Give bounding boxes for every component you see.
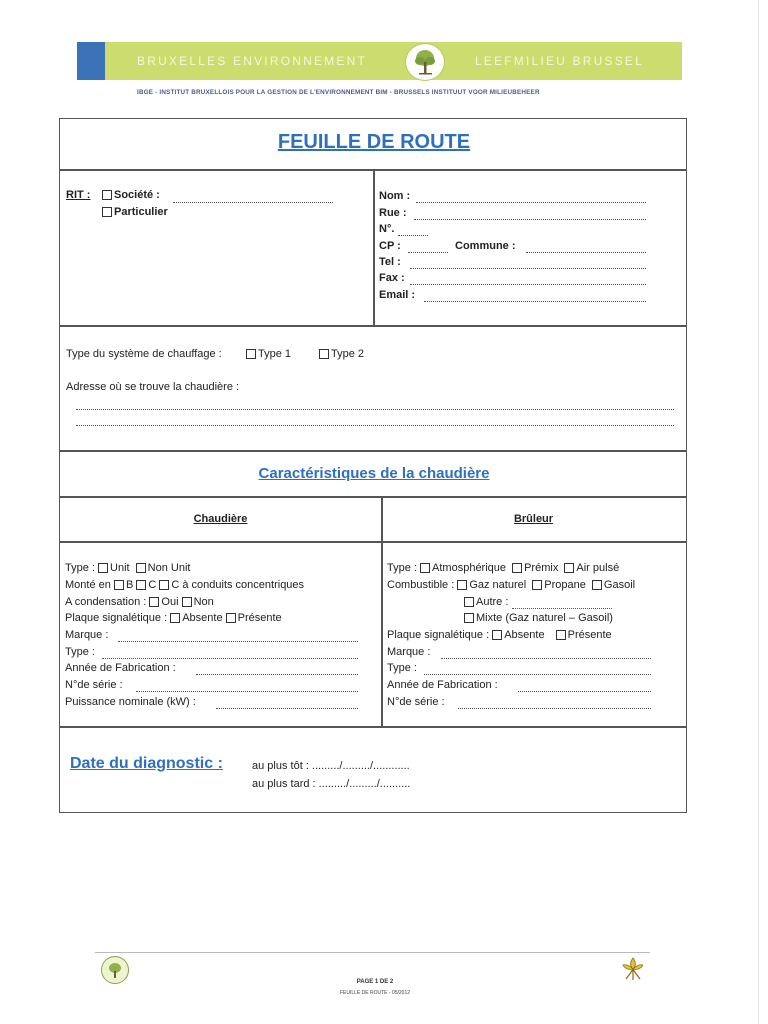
page-edge bbox=[758, 0, 759, 1024]
boiler-plaque-label: Plaque signalétique : bbox=[65, 612, 168, 624]
checkbox-particulier[interactable] bbox=[102, 207, 112, 217]
propane-label: Propane bbox=[544, 579, 586, 591]
checkbox-boiler-absente[interactable] bbox=[170, 613, 180, 623]
address-field-1[interactable] bbox=[76, 409, 674, 410]
type2-label: Type 2 bbox=[331, 348, 365, 360]
non-label: Non bbox=[193, 596, 214, 608]
monte-en-label: Monté en bbox=[65, 579, 111, 591]
boiler-marque-field[interactable] bbox=[118, 641, 358, 642]
fax-label: Fax : bbox=[379, 272, 405, 284]
banner-blue-block bbox=[77, 42, 105, 80]
address-label: Adresse où se trouve la chaudière : bbox=[66, 381, 240, 393]
divider bbox=[60, 325, 686, 327]
divider bbox=[60, 541, 686, 543]
document-code: FEUILLE DE ROUTE - 05/2012 bbox=[339, 990, 411, 996]
boiler-serie-label: N°de série : bbox=[65, 679, 123, 691]
boiler-type2-label: Type : bbox=[65, 646, 95, 658]
checkbox-c[interactable] bbox=[136, 580, 146, 590]
boiler-absente-label: Absente bbox=[182, 612, 223, 624]
checkbox-air[interactable] bbox=[564, 563, 574, 573]
org-name-nl: LEEFMILIEU BRUSSEL bbox=[475, 54, 644, 68]
institute-subline: IBGE - INSTITUT BRUXELLOIS POUR LA GESTION DE L'ENVIRONNEMENT BIM - BRUSSELS INSTITUUT VOOR MILIEUBEHEER bbox=[137, 89, 540, 96]
cp-label: CP : bbox=[379, 240, 401, 252]
checkbox-non[interactable] bbox=[182, 597, 192, 607]
footer-divider bbox=[95, 952, 650, 953]
boiler-serie-field[interactable] bbox=[136, 691, 358, 692]
c-concentric-label: C à conduits concentriques bbox=[171, 579, 305, 591]
burner-autre-row bbox=[464, 596, 508, 608]
gasoil-label: Gasoil bbox=[603, 579, 636, 591]
checkbox-propane[interactable] bbox=[532, 580, 542, 590]
type1-label: Type 1 bbox=[258, 348, 292, 360]
oui-label: Oui bbox=[161, 596, 179, 608]
boiler-heading: Chaudière bbox=[193, 513, 248, 525]
num-label: N°. bbox=[379, 223, 395, 235]
heating-type1-option[interactable] bbox=[246, 348, 291, 360]
checkbox-gasoil[interactable] bbox=[592, 580, 602, 590]
checkbox-premix[interactable] bbox=[512, 563, 522, 573]
rit-option-particulier[interactable] bbox=[102, 206, 168, 218]
burner-serie-field[interactable] bbox=[458, 708, 651, 709]
checkbox-burner-absente[interactable] bbox=[492, 630, 502, 640]
characteristics-title: Caractéristiques de la chaudière bbox=[258, 465, 490, 482]
checkbox-atmo[interactable] bbox=[420, 563, 430, 573]
diagnostic-label: Date du diagnostic : bbox=[70, 755, 223, 772]
checkbox-mixte[interactable] bbox=[464, 613, 474, 623]
divider bbox=[60, 496, 686, 498]
combustible-label: Combustible : bbox=[387, 579, 455, 591]
iris-logo-icon bbox=[619, 955, 647, 983]
divider bbox=[60, 450, 686, 452]
diagnostic-latest[interactable]: au plus tard : ........./........./.......... bbox=[252, 778, 411, 790]
form-frame bbox=[59, 118, 687, 813]
burner-combustible-row bbox=[387, 579, 635, 591]
burner-serie-label: N°de série : bbox=[387, 696, 445, 708]
checkbox-gaz[interactable] bbox=[457, 580, 467, 590]
heating-type-label: Type du système de chauffage : bbox=[66, 348, 222, 360]
tel-field[interactable] bbox=[410, 268, 646, 269]
boiler-puissance-label: Puissance nominale (kW) : bbox=[65, 696, 196, 708]
divider bbox=[373, 169, 375, 325]
checkbox-societe[interactable] bbox=[102, 190, 112, 200]
checkbox-oui[interactable] bbox=[149, 597, 159, 607]
burner-type2-field[interactable] bbox=[424, 674, 651, 675]
cp-field[interactable] bbox=[408, 252, 448, 253]
societe-field[interactable] bbox=[173, 202, 333, 203]
burner-mixte-row bbox=[464, 612, 613, 624]
org-name-fr: BRUXELLES ENVIRONNEMENT bbox=[137, 54, 367, 68]
boiler-plaque-row bbox=[65, 612, 282, 624]
checkbox-c-concentric[interactable] bbox=[159, 580, 169, 590]
divider bbox=[381, 496, 383, 726]
atmo-label: Atmosphérique bbox=[432, 562, 507, 574]
boiler-type2-field[interactable] bbox=[102, 658, 358, 659]
burner-marque-label: Marque : bbox=[387, 646, 431, 658]
checkbox-boiler-presente[interactable] bbox=[226, 613, 236, 623]
burner-heading: Brûleur bbox=[513, 513, 554, 525]
nom-label: Nom : bbox=[379, 190, 411, 202]
boiler-annee-field[interactable] bbox=[196, 674, 358, 675]
boiler-presente-label: Présente bbox=[237, 612, 282, 624]
boiler-type-label: Type : bbox=[65, 562, 95, 574]
burner-presente-label: Présente bbox=[567, 629, 612, 641]
particulier-label: Particulier bbox=[114, 206, 168, 218]
nom-field[interactable] bbox=[416, 202, 646, 203]
burner-annee-label: Année de Fabrication : bbox=[387, 679, 498, 691]
boiler-monte-row bbox=[65, 579, 304, 591]
tel-label: Tel : bbox=[379, 256, 401, 268]
burner-type-row bbox=[387, 562, 619, 574]
boiler-type-row bbox=[65, 562, 190, 574]
gaz-label: Gaz naturel bbox=[469, 579, 527, 591]
autre-label: Autre : bbox=[476, 596, 509, 608]
checkbox-unit[interactable] bbox=[98, 563, 108, 573]
checkbox-burner-presente[interactable] bbox=[556, 630, 566, 640]
burner-type-label: Type : bbox=[387, 562, 417, 574]
c-label: C bbox=[148, 579, 157, 591]
tree-logo-icon bbox=[405, 43, 445, 81]
boiler-condensation-row bbox=[65, 596, 214, 608]
mixte-label: Mixte (Gaz naturel – Gasoil) bbox=[476, 612, 613, 624]
rue-label: Rue : bbox=[379, 207, 407, 219]
commune-label: Commune : bbox=[455, 240, 516, 252]
rue-field[interactable] bbox=[414, 219, 646, 220]
num-field[interactable] bbox=[398, 235, 428, 236]
email-field[interactable] bbox=[424, 301, 646, 302]
fax-field[interactable] bbox=[410, 284, 646, 285]
boiler-annee-label: Année de Fabrication : bbox=[65, 662, 176, 674]
burner-plaque-row bbox=[387, 629, 612, 641]
divider bbox=[60, 726, 686, 728]
autre-field[interactable] bbox=[512, 608, 612, 609]
diagnostic-earliest[interactable]: au plus tôt : ........./........./............ bbox=[252, 760, 410, 772]
burner-absente-label: Absente bbox=[504, 629, 545, 641]
burner-annee-field[interactable] bbox=[518, 691, 651, 692]
b-label: B bbox=[125, 579, 134, 591]
checkbox-type2[interactable] bbox=[319, 349, 329, 359]
commune-field[interactable] bbox=[526, 252, 646, 253]
form-title: FEUILLE DE ROUTE bbox=[277, 131, 471, 153]
burner-plaque-label: Plaque signalétique : bbox=[387, 629, 490, 641]
boiler-marque-label: Marque : bbox=[65, 629, 109, 641]
condensation-label: A condensation : bbox=[65, 596, 147, 608]
non-unit-label: Non Unit bbox=[147, 562, 191, 574]
address-field-2[interactable] bbox=[76, 425, 674, 426]
societe-label: Société : bbox=[114, 189, 160, 201]
burner-type2-label: Type : bbox=[387, 662, 417, 674]
footer-tree-logo-icon bbox=[101, 956, 129, 984]
email-label: Email : bbox=[379, 289, 416, 301]
header-banner bbox=[77, 42, 682, 80]
checkbox-type1[interactable] bbox=[246, 349, 256, 359]
boiler-puissance-field[interactable] bbox=[216, 708, 358, 709]
premix-label: Prémix bbox=[524, 562, 559, 574]
rit-option-societe[interactable] bbox=[102, 189, 160, 201]
checkbox-autre[interactable] bbox=[464, 597, 474, 607]
checkbox-b[interactable] bbox=[114, 580, 124, 590]
air-label: Air pulsé bbox=[576, 562, 620, 574]
page-number: PAGE 1 DE 2 bbox=[356, 979, 394, 985]
rit-label: RIT : bbox=[66, 189, 91, 201]
unit-label: Unit bbox=[110, 562, 130, 574]
burner-marque-field[interactable] bbox=[441, 658, 651, 659]
checkbox-non-unit[interactable] bbox=[136, 563, 146, 573]
heating-type2-option[interactable] bbox=[319, 348, 364, 360]
